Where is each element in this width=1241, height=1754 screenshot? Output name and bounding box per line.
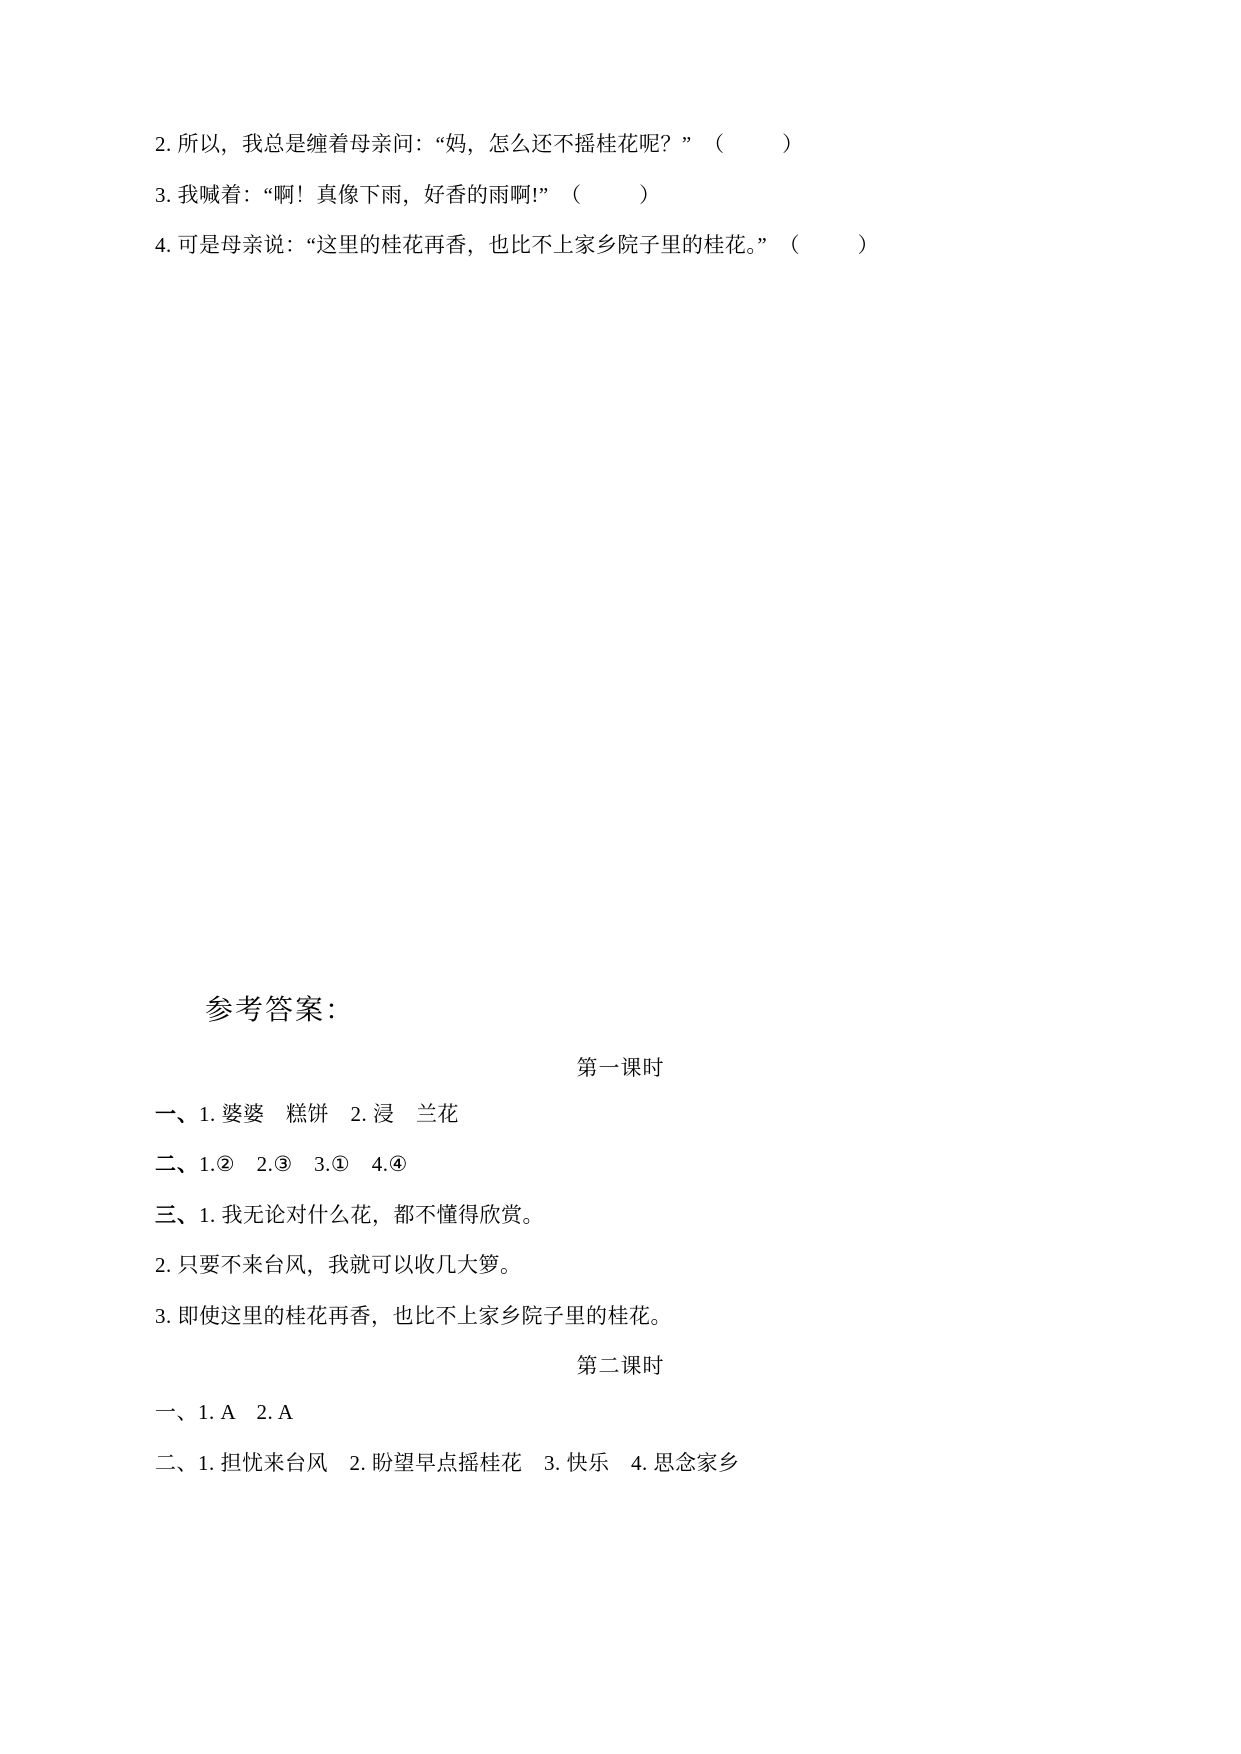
answer-text: 1. 我无论对什么花，都不懂得欣赏。 xyxy=(199,1202,544,1227)
answer-marker: 一、 xyxy=(155,1400,198,1425)
blank-space xyxy=(155,280,1086,980)
answer-line xyxy=(155,1148,1086,1181)
answer-marker: 二、 xyxy=(155,1450,198,1475)
answers-block xyxy=(155,980,1086,1480)
answer-marker: 二、 xyxy=(155,1152,199,1177)
answer-line xyxy=(155,1199,1086,1232)
answer-line xyxy=(155,1249,1086,1282)
answer-text: 3. 即使这里的桂花再香，也比不上家乡院子里的桂花。 xyxy=(155,1303,672,1328)
question-item: 4. 可是母亲说：“这里的桂花再香，也比不上家乡院子里的桂花。” （ ） xyxy=(155,233,880,258)
answers-section-second xyxy=(155,1350,1086,1479)
answer-line xyxy=(155,1300,1086,1333)
answer-line xyxy=(155,1396,1086,1429)
question-item: 2. 所以，我总是缠着母亲问：“妈，怎么还不摇桂花呢？” （ ） xyxy=(155,132,804,156)
answer-line xyxy=(155,1447,1086,1480)
section-heading: 第二课时 xyxy=(576,1354,665,1379)
answer-marker: 一、 xyxy=(155,1101,199,1126)
answer-text: 2. 只要不来台风，我就可以收几大箩。 xyxy=(155,1253,522,1278)
section-heading: 第一课时 xyxy=(576,1055,665,1080)
answer-text: 1. A 2. A xyxy=(198,1400,294,1425)
answer-text: 1.② 2.③ 3.① 4.④ xyxy=(199,1152,408,1177)
questions-block xyxy=(155,0,1086,262)
answer-line xyxy=(155,1098,1086,1131)
answer-text: 1. 担忧来台风 2. 盼望早点摇桂花 3. 快乐 4. 思念家乡 xyxy=(198,1450,740,1475)
answers-title: 参考答案： xyxy=(205,992,356,1026)
answer-marker: 三、 xyxy=(155,1202,199,1227)
question-item: 3. 我喊着：“啊！真像下雨，好香的雨啊!” （ ） xyxy=(155,182,661,207)
answers-section-first xyxy=(155,1052,1086,1333)
answer-text: 1. 婆婆 糕饼 2. 浸 兰花 xyxy=(199,1101,459,1126)
